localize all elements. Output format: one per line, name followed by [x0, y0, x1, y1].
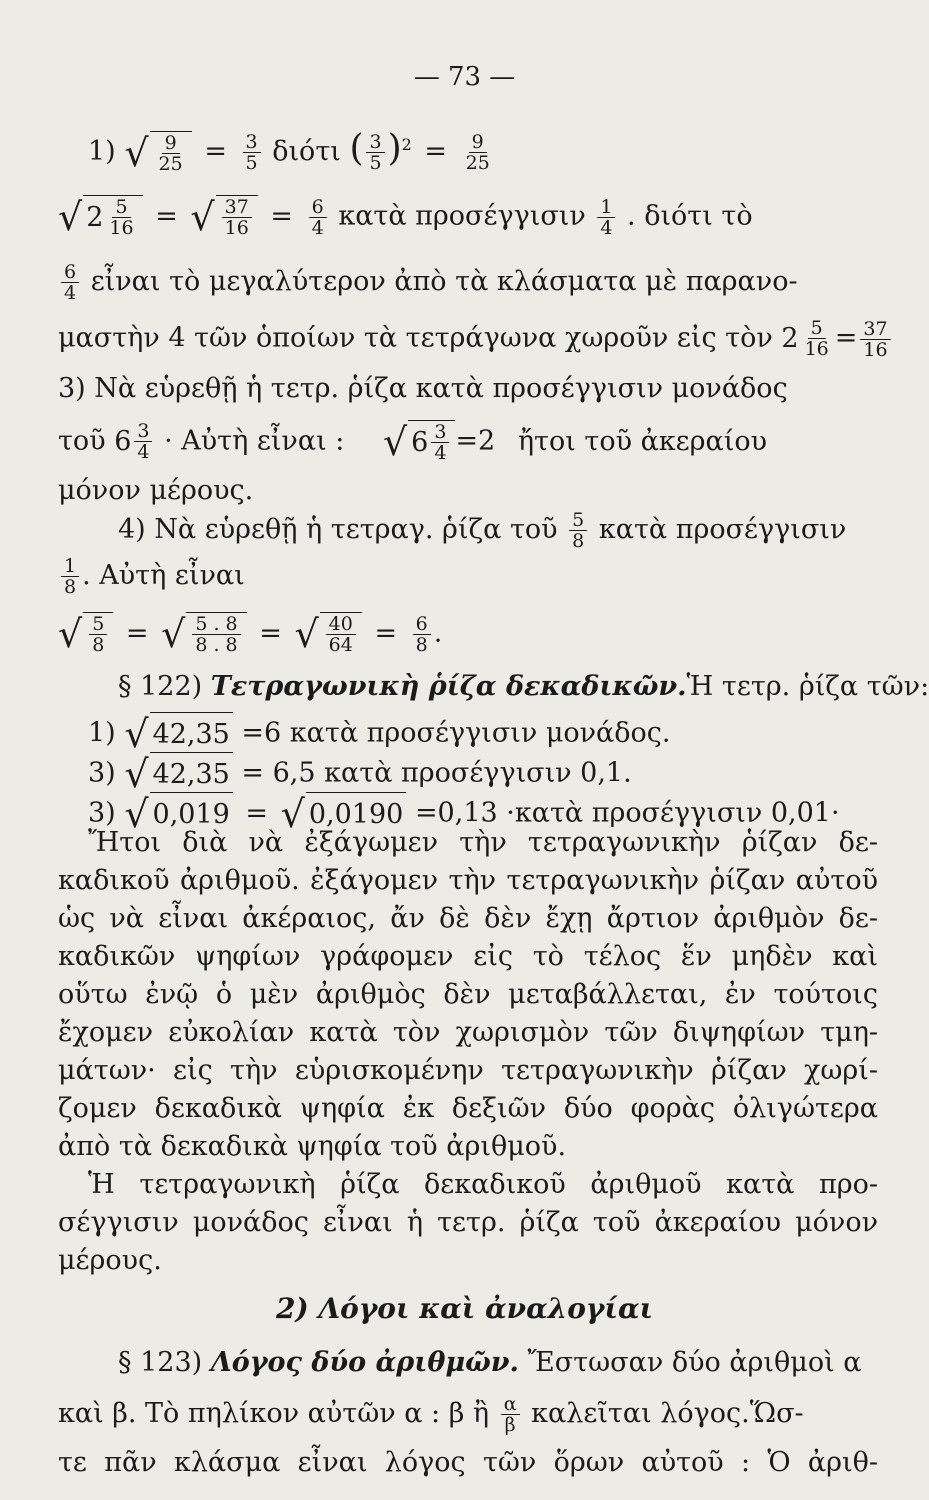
square-root: √ 42,35	[124, 752, 233, 796]
text-line: $\frac{6}{4}$ εἶναι τὸ μεγαλύτερον ἀπὸ τὰ κλάσματα μὲ παρανο-	[58, 262, 878, 303]
formula-10: √ $\frac{5}{8}$ = √ $\frac{5 . 8}{8 . 8}$ = √ $\frac{40}{64}$ = $\frac{6}{8}$ .	[58, 612, 443, 656]
square-root: √ $\frac{5 . 8}{8 . 8}$	[161, 612, 247, 656]
text-line: τε πᾶν κλάσμα εἶναι λόγος τῶν ὅρων αὐτοῦ : Ὁ ἀριθ-	[58, 1447, 878, 1478]
paragraph-line: Ἤτοι διὰ νὰ ἐξάγωμεν τὴν τετραγωνικὴν ῥίζαν δε-	[88, 827, 878, 858]
text-line: καὶ β. Τὸ πηλίκον αὐτῶν α : β ἢ $\frac{\alpha}{\beta}$ καλεῖται λόγος.Ὥσ-	[58, 1393, 804, 1436]
square-root: √ 0,019	[124, 792, 233, 836]
square-root: √ 42,35	[124, 712, 233, 756]
paragraph-line: ἀπὸ τὰ δεκαδικὰ ψηφία τοῦ ἀριθμοῦ.	[58, 1131, 567, 1162]
paragraph-line: σέγγισιν μονάδος εἶναι ἡ τετρ. ῥίζα τοῦ ἀκεραίου μόνον	[58, 1207, 878, 1238]
paragraph-line: ἔχομεν εὐκολίαν κατὰ τὸν χωρισμὸν τῶν διψηφίων τμη-	[58, 1017, 878, 1048]
fraction: $\frac{\alpha}{\beta}$	[501, 1394, 520, 1435]
square-root: √ 6 $\frac{3}{4}$	[383, 420, 456, 464]
fraction: $\frac{5}{8}$	[569, 510, 587, 551]
paragraph-line: ζομεν δεκαδικὰ ψηφία ἐκ δεξιῶν δύο φορὰς ὀλιγώτερα	[58, 1093, 878, 1124]
text-line: 3) √ 0,019 = √ 0,0190 =0,13 ·κατὰ προσέγγισιν 0,01·	[88, 792, 840, 836]
section-123-line: § 123) Λόγος δύο ἀριθμῶν. Ἔστωσαν δύο ἀριθμοὶ α	[118, 1347, 862, 1378]
paragraph-line: μάτων· εἰς τὴν εὑρισκομένην τετραγωνικὴν ῥίζαν χωρί-	[58, 1055, 878, 1086]
text-line: 3) Νὰ εὑρεθῇ ἡ τετρ. ῥίζα κατὰ προσέγγισιν μονάδος	[58, 373, 788, 404]
square-root: √ $\frac{9}{25}$	[124, 131, 191, 175]
fraction: $\frac{9}{25}$	[158, 131, 183, 175]
fraction: $\frac{1}{4}$	[597, 197, 615, 238]
square-root: √ $\frac{40}{64}$	[294, 612, 361, 656]
section-title: Λόγος δύο ἀριθμῶν.	[210, 1347, 519, 1378]
square-root: √ 0,0190	[281, 792, 407, 836]
formula-2: √ 2 $\frac{5}{16}$ = √ $\frac{37}{16}$ = $\frac{6}{4}$ κατὰ προσέγγισιν $\frac{1}{4}$ . διότι τὸ	[58, 195, 753, 239]
fraction: $\frac{6}{4}$	[61, 262, 79, 303]
square-root: √ $\frac{5}{8}$	[58, 612, 113, 656]
paragraph-line: οὕτω ἐνῷ ὁ μὲν ἀριθμὸς δὲν μεταβάλλεται, ἐν τούτοις	[58, 979, 878, 1010]
fraction: $\frac{37}{16}$	[860, 319, 890, 360]
fraction: $\frac{6}{4}$	[309, 197, 327, 238]
text-line: 4) Νὰ εὑρεθῇ ἡ τετραγ. ῥίζα τοῦ $\frac{5}{8}$ κατὰ προσέγγισιν	[118, 509, 847, 552]
section-122-line: § 122) Τετραγωνικὴ ῥίζα δεκαδικῶν.Ἡ τετρ. ῥίζα τῶν:	[118, 671, 929, 702]
fraction: $\frac{1}{8}$	[61, 556, 79, 597]
paragraph-line: μέρους.	[58, 1245, 162, 1276]
paragraph-line: καδικοῦ ἀριθμοῦ. ἐξάγομεν τὴν τετραγωνικὴν ῥίζαν αὐτοῦ	[58, 865, 878, 896]
formula-1: 1) √ $\frac{9}{25}$ = $\frac{3}{5}$ διότι ( $\frac{3}{5}$ )$^2$ = $\frac{9}{25}$	[88, 128, 908, 175]
text-line: μόνον μέρους.	[58, 475, 254, 506]
fraction: $\frac{9}{25}$	[465, 131, 490, 174]
text-line: μαστὴν 4 τῶν ὁποίων τὰ τετράγωνα χωροῦν εἰς τὸν 2 $\frac{5}{16}$ = $\frac{37}{16}$	[58, 318, 878, 360]
text-line: $\frac{1}{8}$ . Αὐτὴ εἶναι	[58, 556, 878, 597]
fraction: $\frac{3}{5}$	[243, 132, 261, 173]
square-root: √ $\frac{37}{16}$	[190, 195, 257, 239]
paragraph-line: Ἡ τετραγωνικὴ ῥίζα δεκαδικοῦ ἀριθμοῦ κατὰ προ-	[88, 1169, 878, 1200]
paragraph-line: καδικῶν ψηφίων γράφομεν εἰς τὸ τέλος ἕν μηδὲν καὶ	[58, 941, 878, 972]
fraction: $\frac{6}{8}$	[413, 614, 431, 655]
text-line: τοῦ 6 $\frac{3}{4}$ · Αὐτὴ εἶναι : √ 6 $\frac{3}{4}$ =2 ἤτοι τοῦ ἀκεραίου	[58, 420, 768, 464]
section-title: Τετραγωνικὴ ῥίζα δεκαδικῶν.	[210, 671, 687, 702]
section-heading: 2) Λόγοι καὶ ἀναλογίαι	[275, 1292, 654, 1325]
page-number: — 73 —	[413, 62, 516, 92]
item-label: 1)	[88, 136, 116, 167]
fraction: $\frac{3}{5}$	[366, 132, 384, 173]
text-line: 1) √ 42,35 =6 κατὰ προσέγγισιν μονάδος.	[88, 712, 671, 756]
text-line: 3) √ 42,35 = 6,5 κατὰ προσέγγισιν 0,1.	[88, 752, 632, 796]
paragraph-line: ὡς νὰ εἶναι ἀκέραιος, ἄν δὲ δὲν ἔχῃ ἄρτιον ἀριθμὸν δε-	[58, 903, 878, 934]
square-root: √ 2 $\frac{5}{16}$	[58, 195, 143, 239]
